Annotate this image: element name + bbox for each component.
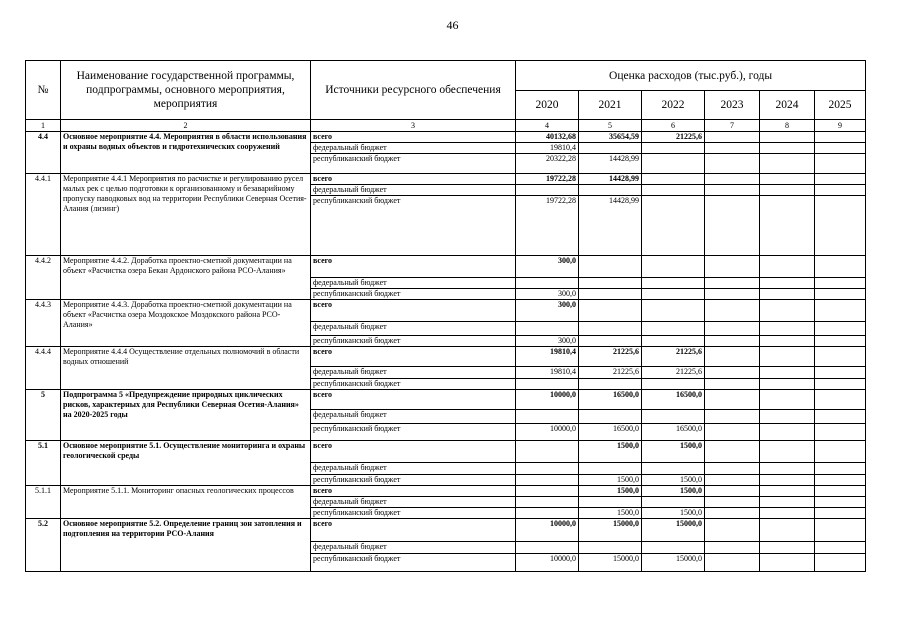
row-number: 4.4.4	[26, 347, 61, 390]
amount-empty	[705, 410, 760, 424]
header-name: Наименование государственной программы, подпрограммы, основного мероприятия, мероприятия	[61, 61, 311, 120]
funding-source: республиканский бюджет	[311, 336, 516, 347]
header-year: 2020	[516, 91, 579, 120]
funding-source: федеральный бюджет	[311, 542, 516, 554]
funding-source: республиканский бюджет	[311, 554, 516, 572]
funding-source: федеральный бюджет	[311, 185, 516, 196]
amount-empty	[760, 154, 815, 174]
amount-empty	[815, 508, 866, 519]
funding-source: всего	[311, 132, 516, 143]
amount-2021	[579, 497, 642, 508]
amount-2022: 21225,6	[642, 132, 705, 143]
row-number: 5.1.1	[26, 486, 61, 519]
amount-empty	[815, 367, 866, 379]
funding-source: республиканский бюджет	[311, 379, 516, 390]
amount-2022	[642, 256, 705, 278]
row-number: 4.4.3	[26, 300, 61, 347]
amount-empty	[705, 347, 760, 367]
amount-2020	[516, 322, 579, 336]
table-row	[26, 300, 866, 322]
amount-2022	[642, 196, 705, 256]
amount-empty	[705, 336, 760, 347]
amount-2021: 16500,0	[579, 424, 642, 441]
activity-name: Мероприятие 4.4.3. Доработка проектно-сметной документации на объект «Расчистка озера Моздокское Моздокского района РСО-Алания»	[61, 300, 311, 347]
amount-empty	[815, 554, 866, 572]
amount-2020: 19810,4	[516, 347, 579, 367]
amount-2021	[579, 336, 642, 347]
amount-empty	[815, 347, 866, 367]
amount-empty	[815, 336, 866, 347]
amount-2021	[579, 379, 642, 390]
amount-empty	[705, 289, 760, 300]
amount-2021	[579, 410, 642, 424]
amount-2020: 10000,0	[516, 424, 579, 441]
amount-2021	[579, 322, 642, 336]
amount-empty	[815, 174, 866, 185]
funding-source: республиканский бюджет	[311, 475, 516, 486]
amount-2022: 15000,0	[642, 519, 705, 542]
amount-2021	[579, 185, 642, 196]
amount-2020	[516, 475, 579, 486]
amount-empty	[760, 289, 815, 300]
funding-source: федеральный бюджет	[311, 322, 516, 336]
amount-empty	[815, 441, 866, 463]
amount-empty	[705, 322, 760, 336]
column-number: 3	[311, 120, 516, 132]
amount-2020	[516, 463, 579, 475]
amount-2021	[579, 278, 642, 289]
amount-2022	[642, 278, 705, 289]
amount-empty	[760, 542, 815, 554]
funding-source: федеральный бюджет	[311, 278, 516, 289]
column-number: 2	[61, 120, 311, 132]
funding-source: всего	[311, 441, 516, 463]
amount-empty	[760, 486, 815, 497]
amount-2020: 20322,28	[516, 154, 579, 174]
table-row	[26, 347, 866, 367]
table-row	[26, 174, 866, 185]
amount-2022: 1500,0	[642, 441, 705, 463]
amount-empty	[815, 519, 866, 542]
amount-empty	[815, 132, 866, 143]
amount-empty	[815, 185, 866, 196]
amount-2020	[516, 278, 579, 289]
amount-empty	[705, 486, 760, 497]
budget-table	[25, 60, 866, 572]
amount-empty	[705, 519, 760, 542]
amount-2020: 300,0	[516, 289, 579, 300]
activity-name: Основное мероприятие 5.2. Определение границ зон затопления и подтопления на территории РСО-Алания	[61, 519, 311, 572]
table-row	[26, 132, 866, 143]
amount-2020	[516, 379, 579, 390]
amount-2020: 300,0	[516, 256, 579, 278]
column-number: 5	[579, 120, 642, 132]
amount-empty	[760, 185, 815, 196]
activity-name: Мероприятие 4.4.2. Доработка проектно-сметной документации на объект «Расчистка озера Бекан Ардонского района РСО-Алания»	[61, 256, 311, 300]
amount-empty	[815, 424, 866, 441]
header-year: 2024	[760, 91, 815, 120]
amount-2021: 21225,6	[579, 347, 642, 367]
amount-empty	[815, 486, 866, 497]
amount-2022	[642, 497, 705, 508]
row-number: 5.1	[26, 441, 61, 486]
amount-empty	[760, 554, 815, 572]
amount-2020: 10000,0	[516, 554, 579, 572]
amount-empty	[815, 256, 866, 278]
funding-source: всего	[311, 174, 516, 185]
amount-empty	[815, 300, 866, 322]
amount-2020: 300,0	[516, 336, 579, 347]
amount-empty	[705, 132, 760, 143]
table-row	[26, 519, 866, 542]
amount-2021: 35654,59	[579, 132, 642, 143]
amount-2020	[516, 441, 579, 463]
amount-empty	[705, 542, 760, 554]
amount-empty	[705, 143, 760, 154]
amount-empty	[705, 390, 760, 410]
header-year: 2023	[705, 91, 760, 120]
row-number: 5	[26, 390, 61, 441]
amount-empty	[760, 256, 815, 278]
funding-source: всего	[311, 519, 516, 542]
funding-source: всего	[311, 256, 516, 278]
amount-empty	[760, 390, 815, 410]
amount-empty	[705, 508, 760, 519]
amount-2021: 15000,0	[579, 554, 642, 572]
amount-empty	[815, 542, 866, 554]
amount-2021: 15000,0	[579, 519, 642, 542]
activity-name: Мероприятие 4.4.1 Мероприятия по расчистке и регулированию русел малых рек с целью подготовки к организованному и безаварийному пропуску паводковых вод на территории Республики Северная Осетия-Алания (лизинг)	[61, 174, 311, 256]
amount-2021: 1500,0	[579, 441, 642, 463]
amount-2021	[579, 143, 642, 154]
amount-2021	[579, 463, 642, 475]
activity-name: Подпрограмма 5 «Предупреждение природных циклических рисков, характерных для Республики Северная Осетия-Алания» на 2020-2025 годы	[61, 390, 311, 441]
amount-empty	[760, 322, 815, 336]
amount-2020: 19722,28	[516, 174, 579, 185]
amount-2021	[579, 300, 642, 322]
funding-source: федеральный бюджет	[311, 463, 516, 475]
table-row	[26, 486, 866, 497]
amount-empty	[705, 300, 760, 322]
amount-empty	[760, 278, 815, 289]
header-estimate: Оценка расходов (тыс.руб.), годы	[516, 61, 866, 91]
amount-empty	[815, 154, 866, 174]
row-number: 4.4	[26, 132, 61, 174]
amount-empty	[815, 379, 866, 390]
amount-empty	[705, 424, 760, 441]
amount-empty	[705, 185, 760, 196]
amount-2021: 1500,0	[579, 508, 642, 519]
header-year: 2021	[579, 91, 642, 120]
amount-2021: 21225,6	[579, 367, 642, 379]
activity-name: Мероприятие 4.4.4 Осуществление отдельных полномочий в области водных отношений	[61, 347, 311, 390]
page-number: 46	[446, 18, 459, 32]
column-number: 1	[26, 120, 61, 132]
amount-2022	[642, 463, 705, 475]
amount-empty	[760, 463, 815, 475]
amount-empty	[760, 441, 815, 463]
amount-empty	[815, 289, 866, 300]
funding-source: республиканский бюджет	[311, 508, 516, 519]
amount-2021	[579, 542, 642, 554]
amount-2021: 14428,99	[579, 196, 642, 256]
amount-empty	[815, 410, 866, 424]
funding-source: республиканский бюджет	[311, 424, 516, 441]
column-number: 6	[642, 120, 705, 132]
funding-source: республиканский бюджет	[311, 196, 516, 256]
amount-2020	[516, 542, 579, 554]
column-numbers-row	[26, 120, 866, 132]
amount-2020: 19722,28	[516, 196, 579, 256]
amount-2020	[516, 185, 579, 196]
table-row	[26, 256, 866, 278]
amount-2021: 1500,0	[579, 486, 642, 497]
amount-empty	[760, 424, 815, 441]
activity-name: Основное мероприятие 4.4. Мероприятия в области использования и охраны водных объектов и гидротехнических сооружений	[61, 132, 311, 174]
amount-2020: 40132,68	[516, 132, 579, 143]
funding-source: всего	[311, 486, 516, 497]
amount-2020	[516, 410, 579, 424]
amount-empty	[705, 256, 760, 278]
funding-source: федеральный бюджет	[311, 497, 516, 508]
amount-2022: 21225,6	[642, 347, 705, 367]
amount-empty	[705, 475, 760, 486]
amount-2021: 1500,0	[579, 475, 642, 486]
amount-empty	[815, 143, 866, 154]
table-row	[26, 390, 866, 410]
amount-2022: 16500,0	[642, 390, 705, 410]
amount-empty	[815, 196, 866, 256]
row-number: 4.4.2	[26, 256, 61, 300]
amount-empty	[760, 174, 815, 185]
amount-2021	[579, 289, 642, 300]
amount-empty	[815, 475, 866, 486]
amount-2022	[642, 379, 705, 390]
amount-empty	[760, 336, 815, 347]
amount-empty	[760, 300, 815, 322]
amount-empty	[760, 143, 815, 154]
table-row	[26, 441, 866, 463]
amount-2021: 14428,99	[579, 154, 642, 174]
column-number: 7	[705, 120, 760, 132]
column-number: 9	[815, 120, 866, 132]
header-year: 2022	[642, 91, 705, 120]
column-number: 8	[760, 120, 815, 132]
amount-empty	[760, 519, 815, 542]
funding-source: всего	[311, 300, 516, 322]
funding-source: федеральный бюджет	[311, 410, 516, 424]
amount-empty	[815, 463, 866, 475]
amount-2021	[579, 256, 642, 278]
amount-empty	[760, 497, 815, 508]
amount-2022: 1500,0	[642, 486, 705, 497]
amount-2022: 15000,0	[642, 554, 705, 572]
amount-empty	[705, 174, 760, 185]
amount-empty	[815, 390, 866, 410]
amount-empty	[705, 463, 760, 475]
amount-2020	[516, 508, 579, 519]
column-number: 4	[516, 120, 579, 132]
amount-empty	[815, 278, 866, 289]
amount-2020: 300,0	[516, 300, 579, 322]
row-number: 4.4.1	[26, 174, 61, 256]
amount-2021: 14428,99	[579, 174, 642, 185]
amount-empty	[760, 508, 815, 519]
amount-2022	[642, 300, 705, 322]
amount-2022	[642, 185, 705, 196]
funding-source: всего	[311, 347, 516, 367]
amount-2022	[642, 174, 705, 185]
amount-2020: 10000,0	[516, 390, 579, 410]
amount-empty	[815, 322, 866, 336]
funding-source: федеральный бюджет	[311, 367, 516, 379]
amount-empty	[705, 154, 760, 174]
amount-2022	[642, 410, 705, 424]
funding-source: республиканский бюджет	[311, 289, 516, 300]
amount-empty	[815, 497, 866, 508]
amount-2022	[642, 336, 705, 347]
amount-2022	[642, 154, 705, 174]
amount-2022	[642, 542, 705, 554]
amount-empty	[705, 441, 760, 463]
amount-empty	[760, 410, 815, 424]
funding-source: всего	[311, 390, 516, 410]
amount-2020: 10000,0	[516, 519, 579, 542]
amount-2020	[516, 497, 579, 508]
header-sources: Источники ресурсного обеспечения	[311, 61, 516, 120]
activity-name: Основное мероприятие 5.1. Осуществление мониторинга и охраны геологической среды	[61, 441, 311, 486]
amount-2020: 19810,4	[516, 367, 579, 379]
row-number: 5.2	[26, 519, 61, 572]
amount-2022: 1500,0	[642, 508, 705, 519]
amount-2020: 19810,4	[516, 143, 579, 154]
amount-2022: 16500,0	[642, 424, 705, 441]
header-number: №	[26, 61, 61, 120]
amount-empty	[760, 132, 815, 143]
amount-empty	[705, 497, 760, 508]
amount-2022: 21225,6	[642, 367, 705, 379]
amount-2022: 1500,0	[642, 475, 705, 486]
amount-empty	[760, 367, 815, 379]
amount-empty	[705, 196, 760, 256]
amount-empty	[760, 379, 815, 390]
amount-2022	[642, 322, 705, 336]
amount-empty	[760, 196, 815, 256]
amount-2022	[642, 143, 705, 154]
activity-name: Мероприятие 5.1.1. Мониторинг опасных геологических процессов	[61, 486, 311, 519]
amount-empty	[705, 379, 760, 390]
funding-source: республиканский бюджет	[311, 154, 516, 174]
amount-2020	[516, 486, 579, 497]
amount-empty	[705, 278, 760, 289]
amount-2021: 16500,0	[579, 390, 642, 410]
amount-empty	[705, 367, 760, 379]
header-year: 2025	[815, 91, 866, 120]
amount-empty	[760, 347, 815, 367]
amount-2022	[642, 289, 705, 300]
funding-source: федеральный бюджет	[311, 143, 516, 154]
amount-empty	[705, 554, 760, 572]
amount-empty	[760, 475, 815, 486]
